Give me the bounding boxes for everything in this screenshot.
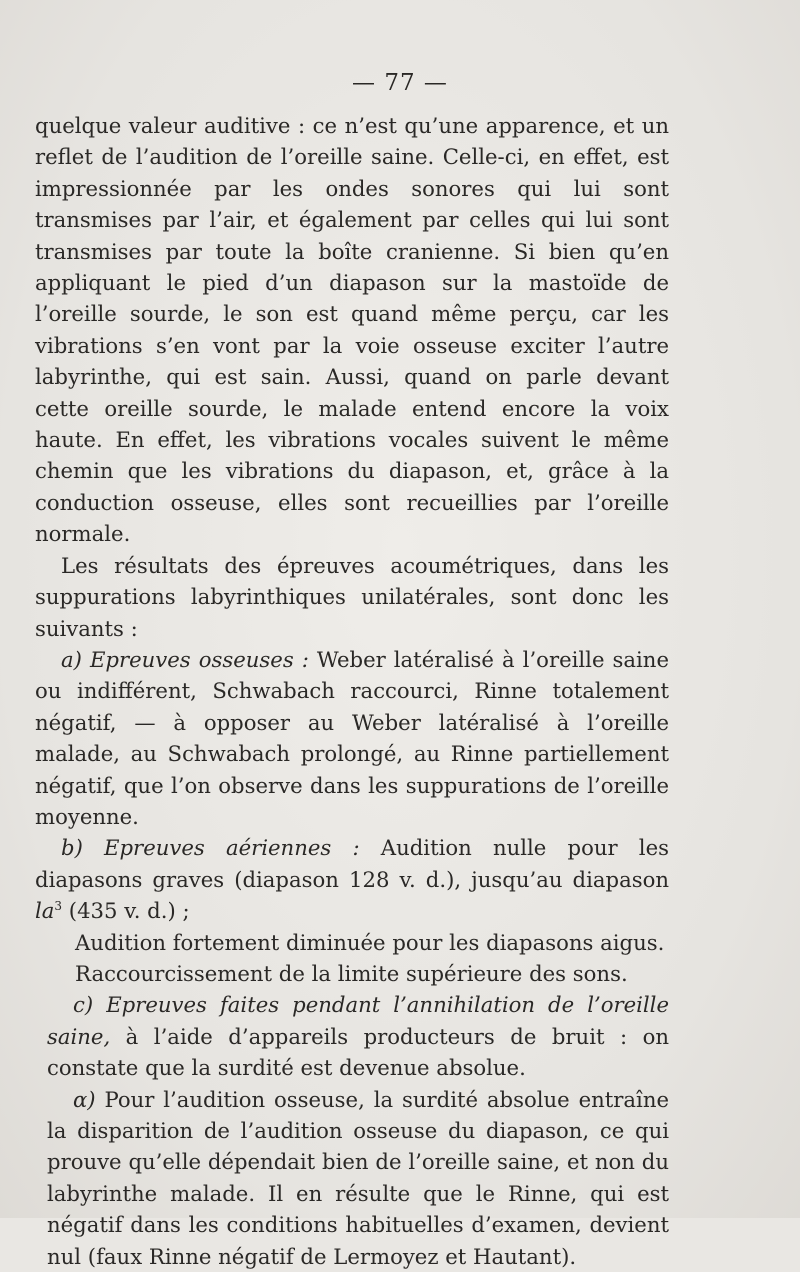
item-c-text: à l’aide d’appareils producteurs de bruit : on constate que la surdité est devenue absolue. [47, 1023, 669, 1081]
item-b-tail: (435 v. d.) ; [62, 898, 190, 924]
item-b [35, 832, 669, 926]
item-a [35, 644, 669, 832]
item-a-title: Epreuves osseuses : [89, 646, 309, 672]
paragraph-1: quelque valeur auditive : ce n’est qu’une apparence, et un reflet de l’audition de l’oreille saine. Celle-ci, en effet, est impressionnée par les ondes sonores qui lui sont transmises par l’air, et également par celles qui lui sont transmises par toute la boîte cranienne. Si bien qu’en appliquant le pied d’un diapason sur la mastoïde de l’oreille sourde, le son est quand même perçu, car les vibrations s’en vont par la voie osseuse exciter l’autre labyrinthe, qui est sain. Aussi, quand on parle devant cette oreille sourde, le malade entend encore la voix haute. En effet, les vibrations vocales suivent le même chemin que les vibrations du diapason, et, grâce à la conduction osseuse, elles sont recueillies par l’oreille normale. [35, 113, 669, 547]
item-b-label: b) [61, 835, 83, 861]
item-b-title: Epreuves aériennes : [104, 835, 360, 861]
page-number: — 77 — [352, 70, 448, 96]
paragraph-2: Les résultats des épreuves acoumétriques, dans les suppurations labyrinthiques unilatérales, sont donc les suivants : [35, 552, 669, 641]
item-a-label: a) [61, 646, 82, 672]
item-c-label: c) [73, 992, 94, 1018]
item-alpha [35, 1084, 669, 1272]
item-c [35, 989, 669, 1083]
item-a-text: Weber latéralisé à l’oreille saine ou indifférent, Schwabach raccourci, Rinne totalement négatif, — à opposer au Weber latéralisé à l’oreille malade, au Schwabach prolongé, au Rinne partiellement négatif, que l’on observe dans les suppurations de l’oreille moyenne. [35, 646, 669, 829]
item-b-line-2: Audition fortement diminuée pour les diapasons aigus. [75, 929, 665, 955]
item-b-note: la [35, 898, 55, 924]
body-text [35, 110, 669, 1272]
item-alpha-label: α) [73, 1086, 96, 1112]
item-b-sup: 3 [54, 899, 63, 914]
item-c-title: Epreuves faites pendant l’annihilation de l’oreille saine, [47, 992, 669, 1049]
item-b-line-3: Raccourcissement de la limite supérieure des sons. [75, 960, 628, 986]
item-b-text: Audition nulle pour les diapasons graves (diapason 128 v. d.), jusqu’au diapason [35, 835, 669, 892]
item-alpha-text: Pour l’audition osseuse, la surdité absolue entraîne la disparition de l’audition osseuse du diapason, ce qui prouve qu’elle dépendait bien de l’oreille saine, et non du labyrinthe malade. Il en résulte que le Rinne, qui est négatif dans les conditions habituelles d’examen, devient nul (faux Rinne négatif de Lermoyez et Hautant). [47, 1086, 669, 1269]
